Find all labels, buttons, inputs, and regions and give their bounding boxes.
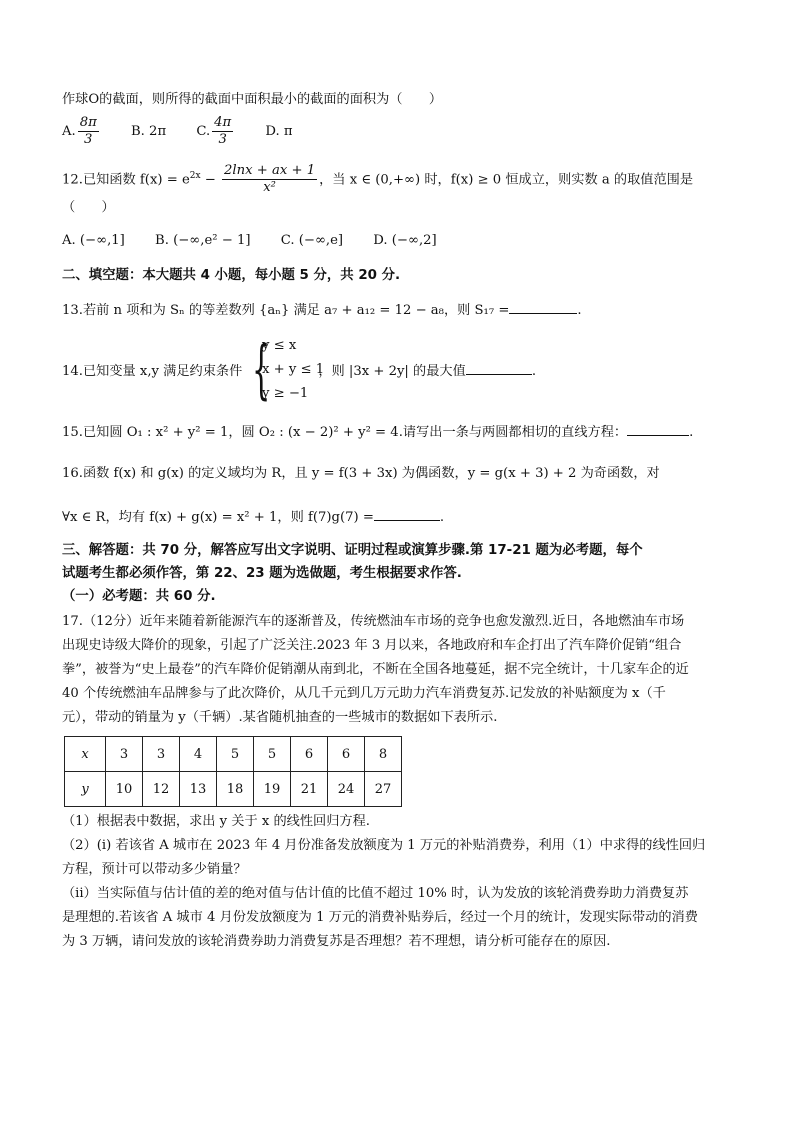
table-cell: 8 [365,737,402,772]
q16-line2: ∀x ∈ R，均有 f(x) + g(x) = x² + 1，则 f(7)g(7) = . [62,506,732,528]
q17-part: 方程，预计可以带动多少销量？ [62,862,247,877]
q17-part: （1）根据表中数据，求出 y 关于 x 的线性回归方程. [62,814,370,829]
section3-title-line2: 试题考生都必须作答，第 22、23 题为选做题，考生根据要求作答. [62,566,462,581]
q17-part: 是理想的.若该省 A 城市 4 月份发放额度为 1 万元的消费补贴券后，经过一个月的统计，发现实际带动的消费 [62,910,698,925]
table-cell: 18 [217,772,254,807]
q14-constraint-2: x + y ≤ 1 [262,362,325,377]
q12-stem: 12.已知函数 $f(x) = e^{2x}$ − $\frac{2\ln x + ax + 1}{\text{x²}}$ ，当 x ∈ (0,+∞) 时，f(x) ≥ 0 恒成立，则实数 a 的取值范围是 [62,163,694,196]
table-cell: 13 [180,772,217,807]
table-header-cell: y [65,772,106,807]
table-cell: 12 [143,772,180,807]
section3-subtitle: （一）必考题：共 60 分. [62,589,216,604]
q16-answer-blank[interactable] [374,506,440,521]
q11-options [62,112,732,152]
q16-line1: 16.函数 f(x) 和 g(x) 的定义域均为 R，且 y = f(3 + 3x) 为偶函数，y = g(x + 3) + 2 为奇函数，对 [62,466,660,481]
q14-constraint-1: y ≤ x [262,338,297,353]
q12-option-a: A. (−∞,1] [62,233,125,248]
q17-line: 17.（12分）近年来随着新能源汽车的逐渐普及，传统燃油车市场的竞争也愈发激烈.近日，各地燃油车市场 [62,614,685,629]
q14-answer-blank[interactable] [466,360,532,375]
q11-option-d: D. π [265,124,293,139]
q17-part: （2）(i) 若该省 A 城市在 2023 年 4 月份准备发放额度为 1 万元的补贴消费券，利用（1）中求得的线性回归 [62,838,706,853]
q12-option-b: B. (−∞,e² − 1] [155,233,251,248]
table-cell: 5 [217,737,254,772]
q17-line: 出现史诗级大降价的现象，引起了广泛关注.2023 年 3 月以来，各地政府和车企打出了汽车降价促销“组合 [62,638,682,653]
table-cell: 4 [180,737,217,772]
section3-title-line1: 三、解答题：共 70 分，解答应写出文字说明、证明过程或演算步骤.第 17-21 题为必考题，每个 [62,543,643,558]
table-cell: 24 [328,772,365,807]
q11-tail: 作球O的截面，则所得的截面中面积最小的截面的面积为（ ） [62,92,443,107]
q12-option-c: C. (−∞,e] [280,233,344,248]
table-cell: 3 [143,737,180,772]
q11-option-b: B. 2π [130,124,167,139]
table-cell: 21 [291,772,328,807]
q17-line: 拳”，被誉为“史上最卷”的汽车降价促销潮从南到北，不断在全国各地蔓延，据不完全统计，十几家车企的近 [62,662,689,677]
table-cell: 6 [328,737,365,772]
q17-part: （ii）当实际值与估计值的差的绝对值与估计值的比值不超过 10% 时，认为发放的该轮消费券助力消费复苏 [62,886,689,901]
q14-constraint-3: y ≥ −1 [262,386,309,401]
q13-answer-blank[interactable] [509,299,577,314]
q13: 13.若前 n 项和为 Sₙ 的等差数列 {aₙ} 满足 a₇ + a₁₂ = 12 − a₈，则 S₁₇ = . [62,299,732,321]
q12-paren: （ ） [62,200,115,215]
q17-line: 40 个传统燃油车品牌参与了此次降价，从几千元到几万元助力汽车消费复苏.记发放的补贴额度为 x（千 [62,686,666,701]
q17-line: 元），带动的销量为 y（千辆）.某省随机抽查的一些城市的数据如下表所示. [62,710,498,725]
q11-option-c: C. $\frac{4\pi}{3}$ [196,115,232,147]
q12-options [62,231,732,251]
q14: 14.已知变量 x,y 满足约束条件 ，则 |3x + 2y| 的最大值 . [62,360,732,382]
table-cell: 10 [106,772,143,807]
q15-answer-blank[interactable] [627,421,689,436]
table-cell: 5 [254,737,291,772]
table-row [65,772,402,807]
q11-option-a: A. $\frac{8\pi}{3}$ [62,115,97,147]
table-cell: 27 [365,772,402,807]
q12-option-d: D. (−∞,2] [373,233,437,248]
table-cell: 6 [291,737,328,772]
q17-part: 为 3 万辆，请问发放的该轮消费券助力消费复苏是否理想？若不理想，请分析可能存在的原因. [62,934,611,949]
section2-title: 二、填空题：本大题共 4 小题，每小题 5 分，共 20 分. [62,268,401,283]
q14-brace: { [252,333,271,407]
table-header-cell: x [65,737,106,772]
q17-data-table [64,736,402,807]
q15: 15.已知圆 O₁ : x² + y² = 1，圆 O₂ : (x − 2)² + y² = 4.请写出一条与两圆都相切的直线方程： . [62,421,732,443]
table-cell: 19 [254,772,291,807]
table-cell: 3 [106,737,143,772]
table-row [65,737,402,772]
